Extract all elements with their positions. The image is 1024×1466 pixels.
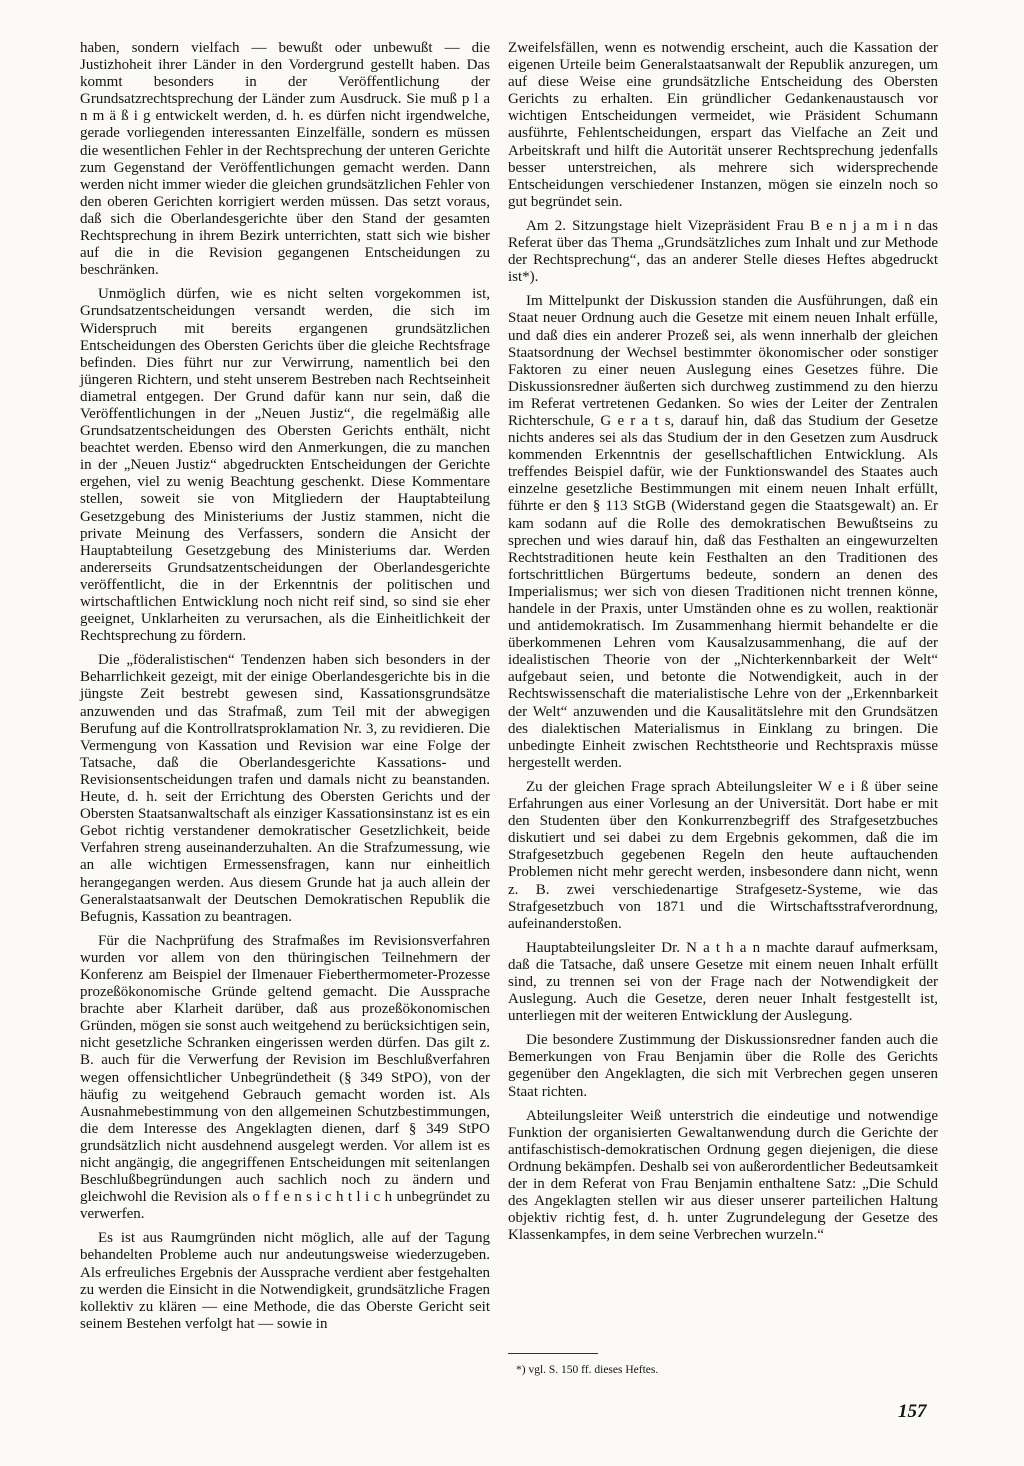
footnote: *) vgl. S. 150 ff. dieses Heftes. [516,1364,659,1376]
left-column [80,40,490,1340]
paragraph: Zweifelsfällen, wenn es notwendig erscheint, auch die Kassation der eigenen Urteile beim Generalstaatsanwalt der Republik anzuregen, um auf diese Weise eine grundsätzliche Entscheidung des Obersten Gerichts zu erhalten. Ein gründlicher Gedankenaustausch vor wichtigen Entscheidungen vermeidet, wie Präsident Schumann ausführte, Fehlentscheidungen, erspart das Vielfache an Zeit und Arbeitskraft und hilft die Autorität unserer Rechtsprechung jedenfalls besser unterstreichen, als mehrere sich widersprechende Entscheidungen verschiedener Instanzen, mögen sie einzeln noch so gut begründet sein. [508,40,938,210]
footnote-divider [508,1353,598,1354]
paragraph: Abteilungsleiter Weiß unterstrich die eindeutige und notwendige Funktion der organisierten Gewaltanwendung durch die Gerichte der antifaschistisch-demokratischen Ordnung gegen diejenigen, die diese Ordnung bekämpfen. Deshalb sei von außerordentlicher Bedeutsamkeit der in dem Referat von Frau Benjamin enthaltene Satz: „Die Schuld des Angeklagten stellen wir aus dieser unserer parteilichen Haltung objektiv richtig fest, d. h. unter Zugrundelegung der Gesetze des Klassenkampfes, in dem seine Verbrechen wurzeln.“ [508,1107,938,1244]
page-number: 157 [898,1401,927,1422]
paragraph: Unmöglich dürfen, wie es nicht selten vorgekommen ist, Grundsatzentscheidungen versandt werden, die sich im Widerspruch mit bereits ergangenen grundsätzlichen Entscheidungen des Obersten Gerichts über die gleiche Rechtsfrage befinden. Dies führt nur zur Verwirrung, namentlich bei den jüngeren Richtern, und steht unserem Bestreben nach Rechtseinheit diametral entgegen. Der Grund dafür kann nur sein, daß die Veröffentlichungen in der „Neuen Justiz“, die regelmäßig alle Grundsatzentscheidungen des Obersten Gerichts enthält, nicht beachtet werden. Ebenso wird den Anmerkungen, die zu manchen in der „Neuen Justiz“ abgedruckten Entscheidungen der Gerichte ergehen, viel zu wenig Beachtung geschenkt. Diese Kommentare stellen, soweit sie von Mitgliedern der Hauptabteilung Gesetzgebung des Ministeriums der Justiz stammen, nicht die private Meinung des Verfassers, sondern die Ansicht der Hauptabteilung Gesetzgebung des Ministeriums dar. Werden andererseits Grundsatzentscheidungen der Oberlandesgerichte veröffentlicht, die in der Erkenntnis der politischen und wirtschaftlichen Entwicklung noch nicht reif sind, so sind sie eher geeignet, Unklarheiten zu verursachen, als die Einheitlichkeit der Rechtsprechung zu fördern. [80,286,490,645]
paragraph: Für die Nachprüfung des Strafmaßes im Revisionsverfahren wurden vor allem von den thüringischen Teilnehmern der Konferenz am Beispiel der Ilmenauer Fieberthermometer-Prozesse prozeßökonomische Gründe geltend gemacht. Die Aussprache brachte aber Klarheit darüber, daß aus prozeßökonomischen Gründen, mögen sie sonst auch weitgehend zu berücksichtigen sein, nicht gesetzliche Schranken eingerissen werden dürfen. Das gilt z. B. auch für die Verwerfung der Revision im Beschlußverfahren wegen offensichtlicher Unbegründetheit (§ 349 StPO), von der häufig zu weitgehend Gebrauch gemacht worden ist. Als Ausnahmebestimmung von den allgemeinen Schutzbestimmungen, die dem Interesse des Angeklagten dienen, darf § 349 StPO grundsätzlich nicht ausdehnend ausgelegt werden. Vor allem ist es nicht angängig, die angegriffenen Entscheidungen mit seitenlangen Beschlußbegründungen auch sachlich noch zu ändern und gleichwohl die Revision als o f f e n s i c h t l i c h unbegründet zu verwerfen. [80,932,490,1223]
right-column [508,40,938,1251]
paragraph: Die „föderalistischen“ Tendenzen haben sich besonders in der Beharrlichkeit gezeigt, mit der einige Oberlandesgerichte bis in die jüngste Zeit bestrebt gewesen sind, Kassationsgrundsätze anzuwenden und das Strafmaß, zum Teil mit der abwegigen Berufung auf die Kontrollratsproklamation Nr. 3, zu revidieren. Die Vermengung von Kassation und Revision war eine Folge der Tatsache, daß die Oberlandesgerichte Kassations- und Revisionsentscheidungen trafen und damals nicht zu beanstanden. Heute, d. h. seit der Errichtung des Obersten Gerichts und der Obersten Staatsanwaltschaft als einziger Kassationsinstanz ist es ein Gebot richtig verstandener demokratischer Gesetzlichkeit, beide Verfahren streng auseinanderzuhalten. An die Strafzumessung, wie an alle wichtigen Ermessensfragen, kann nur einheitlich herangegangen werden. Aus diesem Grunde hat ja auch allein der Generalstaatsanwalt der Deutschen Demokratischen Republik die Befugnis, Kassation zu beantragen. [80,652,490,925]
paragraph: Zu der gleichen Frage sprach Abteilungsleiter W e i ß über seine Erfahrungen aus einer Vorlesung an der Universität. Dort habe er mit den Studenten über den Konkurrenzbegriff des Strafgesetzbuches diskutiert und sei dabei zu dem Ergebnis gekommen, daß die im Strafgesetzbuch gegebenen Regeln den heute auftauchenden Problemen nicht mehr gerecht werden, insbesondere dann nicht, wenn z. B. zwei verschiedenartige Strafgesetz-Systeme, wie das Strafgesetzbuch von 1871 und die Wirtschaftsstrafverordnung, aufeinanderstoßen. [508,778,938,932]
paragraph: haben, sondern vielfach — bewußt oder unbewußt — die Justizhoheit ihrer Länder in den Vordergrund gestellt haben. Das kommt besonders in der Veröffentlichung der Grundsatzrechtsprechung der Länder zum Ausdruck. Sie muß p l a n m ä ß i g entwickelt werden, d. h. es dürfen nicht irgendwelche, gerade vorliegenden interessanten Einzelfälle, sondern es müssen die wesentlichen Fehler in der Rechtsprechung der unteren Gerichte zum Gegenstand der Veröffentlichungen gemacht werden. Dann werden nicht immer wieder die gleichen grundsätzlichen Fehler von den oberen Gerichten korrigiert werden müssen. Das setzt voraus, daß sich die Oberlandesgerichte über den Stand der gesamten Rechtsprechung in ihrem Bezirk unterrichten, statt sich wie bisher auf die in die Revision gegangenen Entscheidungen zu beschränken. [80,40,490,279]
paragraph: Am 2. Sitzungstage hielt Vizepräsident Frau B e n j a m i n das Referat über das Thema „Grundsätzliches zum Inhalt und zur Methode der Rechtsprechung“, das an anderer Stelle dieses Heftes abgedruckt ist*). [508,217,938,286]
paragraph: Es ist aus Raumgründen nicht möglich, alle auf der Tagung behandelten Probleme auch nur andeutungsweise wiederzugeben. Als erfreuliches Ergebnis der Aussprache verdient aber festgehalten zu werden die Einsicht in die Notwendigkeit, grundsätzliche Fragen kollektiv zu klären — eine Methode, die das Oberste Gericht seit seinem Bestehen verfolgt hat — sowie in [80,1230,490,1332]
paragraph: Im Mittelpunkt der Diskussion standen die Ausführungen, daß ein Staat neuer Ordnung auch die Gesetze mit einem neuen Inhalt erfülle, und daß dies ein anderer Prozeß sei, als wenn innerhalb der gleichen Staatsordnung der Wechsel bestimmter ökonomischer oder sonstiger Faktoren zu einer neuen Auslegung eines Gesetzes führe. Die Diskussionsredner äußerten sich durchweg zustimmend zu den hierzu im Referat vertretenen Gedanken. So wies der Leiter der Zentralen Richterschule, G e r a t s, darauf hin, daß das Studium der Gesetze nichts anderes sei als das Studium der in den Gesetzen zum Ausdruck kommenden Erkenntnis der gesellschaftlichen Entwicklung. Als treffendes Beispiel dafür, wie der Funktionswandel des Staates auch einzelne gesetzliche Bestimmungen mit einem neuen Inhalt erfüllt, führte er den § 113 StGB (Widerstand gegen die Staatsgewalt) an. Er kam sodann auf die Rolle des demokratischen Bewußtseins zu sprechen und wies darauf hin, daß das Festhalten an eingewurzelten Rechtstraditionen heute kein Festhalten an den Traditionen des fortschrittlichen Bürgertums bedeute, sondern an denen des Imperialismus; wer sich von diesen Traditionen nicht trennen könne, handele in der Praxis, unter Umständen ohne es zu wollen, reaktionär und antidemokratisch. Im Zusammenhang hiermit behandelte er die überkommenen Lehren vom Kausalzusammenhang, die auf der idealistischen Theorie von der „Nichterkennbarkeit der Welt“ aufgebaut seien, und betonte die Notwendigkeit, auch in der Rechtswissenschaft die materialistische Lehre von der „Erkennbarkeit der Welt“ anzuwenden und die Kausalitätslehre mit den Grundsätzen des dialektischen Materialismus in Einklang zu bringen. Die unbedingte Einheit zwischen Rechtstheorie und Rechtspraxis müsse hergestellt werden. [508,293,938,771]
paragraph: Die besondere Zustimmung der Diskussionsredner fanden auch die Bemerkungen von Frau Benjamin über die Rolle des Gerichts gegenüber den Angeklagten, die sich mit Verbrechen gegen unseren Staat richten. [508,1032,938,1100]
paragraph: Hauptabteilungsleiter Dr. N a t h a n machte darauf aufmerksam, daß die Tatsache, daß unsere Gesetze mit einem neuen Inhalt erfüllt sind, zu trennen sei von der Frage nach der Notwendigkeit der Auslegung. Auch die Gesetze, deren neuer Inhalt festgestellt ist, unterliegen mit der weiteren Entwicklung der Auslegung. [508,939,938,1025]
